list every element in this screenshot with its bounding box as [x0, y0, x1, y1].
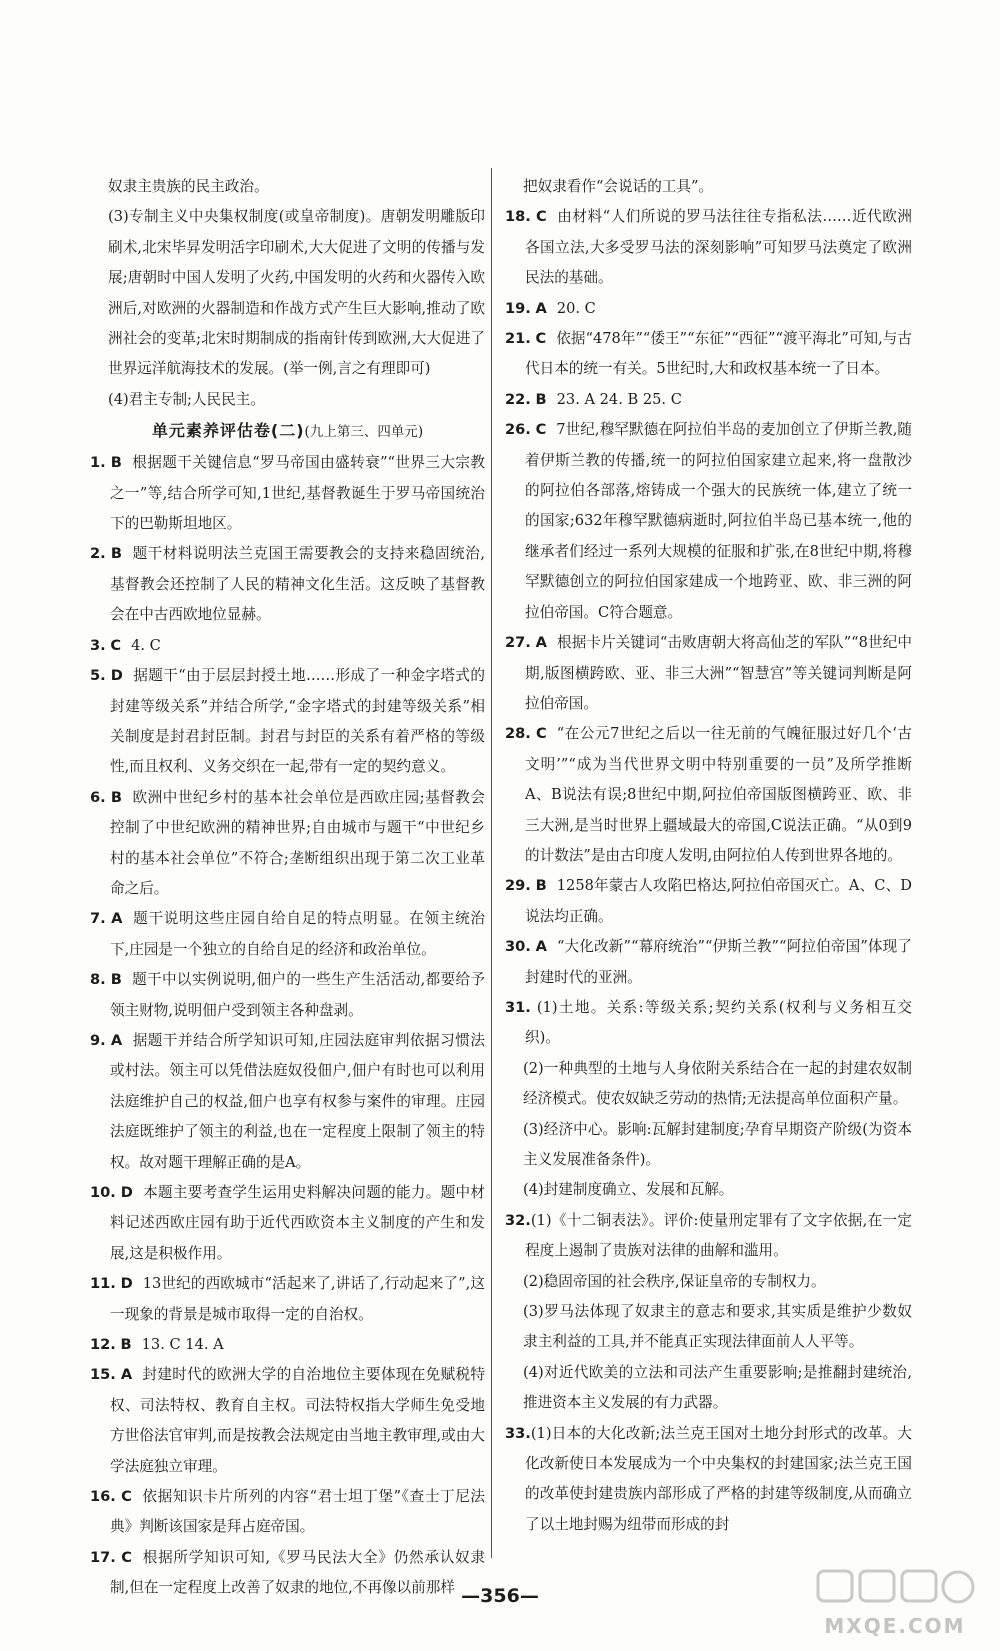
answer-item [90, 539, 485, 630]
item-text: 根据题干关键信息“罗马帝国由盛转衰”“世界三大宗教之一”等,结合所学可知,1世纪,基督教诞生于罗马帝国统治下的巴勒斯坦地区。 [110, 454, 485, 533]
item-answer: A [535, 634, 547, 652]
item-answer: C [536, 208, 547, 226]
item-answer: B [535, 877, 547, 895]
item-text: (1)日本的大化改新;法兰克王国对土地分封形式的改革。大化改新使日本发展成为一个中央集权的封建国家;法兰克王国的改革使封建贵族内部形成了严格的封建等级制度,从而确立了以土地封赐为纽带而形成的封 [525, 1424, 912, 1533]
item-number: 26. [505, 421, 531, 439]
item-text: 据题干并结合所学知识可知,庄园法庭审判依据习惯法或村法。领主可以凭借法庭奴役佃户,佃户有时也可以利用法庭维护自己的权益,佃户也享有权参与案件的审理。庄园法庭既维护了领主的利益,也在一定程度上限制了领主的特权。故对题干理解正确的是A。 [110, 1031, 485, 1171]
answer-part: (2)一种典型的土地与人身依附关系结合在一起的封建农奴制经济模式。使农奴缺乏劳动的热情;无法提高单位面积产量。 [523, 1059, 912, 1108]
item-number: 31. [505, 998, 531, 1016]
answer-item [505, 719, 912, 871]
item-text: (1)土地。关系:等级关系;契约关系(权利与义务相互交织)。 [525, 998, 913, 1047]
item-answer: A [535, 299, 547, 317]
item-answer: B [120, 1336, 132, 1354]
item-text: 依据“478年”“倭王”“东征”“西征”“渡平海北”可知,与古代日本的统一有关。5世纪时,大和政权基本统一了日本。 [525, 330, 913, 378]
item-answer: A [535, 938, 547, 956]
item-text: 7世纪,穆罕默德在阿拉伯半岛的麦加创立了伊斯兰教,随着伊斯兰教的传播,统一的阿拉伯国家建立起来,将一盘散沙的阿拉伯各部落,熔铸成一个强大的民族统一体,建立了统一的国家;632年穆罕默德病逝时,阿拉伯半岛已基本统一,他的继承者们经过一系列大规模的征服和扩张,在8世纪中期,将穆罕默德创立的阿拉伯国家建成一个地跨亚、欧、非三洲的阿拉伯帝国。C符合题意。 [525, 421, 912, 621]
answer-item [90, 904, 485, 965]
item-text: 欧洲中世纪乡村的基本社会单位是西欧庄园;基督教会控制了中世纪欧洲的精神世界;自由城市与题干“中世纪乡村的基本社会单位”不符合;垄断组织出现于第二次工业革命之后。 [110, 788, 486, 897]
answer-item [90, 783, 485, 905]
q31-sub-answers [505, 1054, 912, 1206]
answer-item [505, 324, 912, 385]
item-number: 21. [505, 330, 531, 348]
item-answer: C [121, 1548, 132, 1566]
item-number: 19. [505, 299, 531, 317]
item-text: 根据卡片关键词“击败唐朝大将高仙芝的军队”“8世纪中期,版图横跨欧、亚、非三大洲”“智慧宫”等关键词判断是阿拉伯帝国。 [525, 634, 913, 712]
item-number: 27. [505, 634, 531, 652]
item-text: 据题干“由于层层封授土地……形成了一种金字塔式的封建等级关系”并结合所学,“金字塔式的封建等级关系”相关制度是封君封臣制。封君与封臣的关系有着严格的等级性,而且权利、义务交织在一起,带有一定的契约意义。 [110, 667, 485, 776]
page-number: —356— [461, 1585, 539, 1607]
item-text: 20. C [556, 299, 596, 317]
answer-item [90, 965, 485, 1026]
item-text: 13世纪的西欧城市“活起来了,讲话了,行动起来了”,这一现象的背景是城市取得一定的自治权。 [110, 1275, 485, 1323]
item-number: 28. [505, 725, 531, 743]
item-answer: B [110, 454, 122, 472]
answer-item [505, 932, 912, 993]
item-answer: C [121, 1488, 132, 1506]
item-answer: D [110, 667, 123, 685]
item-text: 依据知识卡片所列的内容“君士坦丁堡”《查士丁尼法典》判断该国家是拜占庭帝国。 [110, 1488, 486, 1536]
answer-item [505, 415, 912, 628]
answer-part: (3)经济中心。影响:瓦解封建制度;孕育早期资产阶级(为资本主义发展准备条件)。 [523, 1120, 912, 1168]
item-number: 12. [90, 1336, 116, 1354]
item-text: 题干说明这些庄园自给自足的特点明显。在领主统治下,庄园是一个独立的自给自足的经济和政治单位。 [110, 910, 485, 958]
item-number: 2. [90, 545, 106, 563]
item-text: 4. C [131, 636, 161, 654]
item-answer: C [535, 330, 547, 348]
item-text: 根据所学知识可知,《罗马民法大全》仍然承认奴隶制,但在一定程度上改善了奴隶的地位,不再像以前那样 [110, 1548, 485, 1597]
item-text: 本题主要考查学生运用史料解决问题的能力。题中材料记述西欧庄园有助于近代西欧资本主义制度的产生和发展,这是积极作用。 [110, 1184, 485, 1262]
left-answer-list [90, 448, 485, 1603]
item-text: “在公元7世纪之后以一往无前的气魄征服过好几个‘古文明’”“成为当代世界文明中特别重要的一员”及所学推断A、B说法有误;8世纪中期,阿拉伯帝国版图横跨亚、欧、非三大洲,是当时世界上疆域最大的帝国,C说法正确。“从0到9的计数法”是由古印度人发明,由阿拉伯人传到世界各地的。 [525, 725, 913, 864]
item-answer: D [120, 1275, 133, 1293]
left-column [90, 172, 485, 1604]
answer-item [90, 631, 485, 661]
item-text: 13. C 14. A [141, 1336, 224, 1354]
answer-item [505, 294, 912, 324]
item-text: 封建时代的欧洲大学的自治地位主要体现在免赋税特权、司法特权、教育自主权。司法特权指大学师生免受地方世俗法官审判,而是按教会法规定由当地主教审理,或由大学法庭独立审理。 [110, 1366, 485, 1475]
right-column [505, 172, 912, 1540]
answer-part: (2)稳固帝国的社会秩序,保证皇帝的专制权力。 [523, 1272, 826, 1290]
section-heading [90, 415, 485, 448]
section-subtitle: (九上第三、四单元) [304, 424, 424, 441]
column-divider [491, 168, 492, 1558]
item-number: 6. [90, 788, 106, 806]
continuation-line: 奴隶主贵族的民主政治。 [108, 178, 269, 195]
item-number: 1. [90, 454, 106, 472]
answer-item [90, 1269, 485, 1330]
answer-part: (4)封建制度确立、发展和瓦解。 [523, 1181, 734, 1199]
right-answer-list [505, 202, 912, 1053]
item-answer: A [120, 1366, 133, 1384]
item-answer: B [535, 390, 547, 408]
answer-item [90, 1482, 485, 1543]
item-number: 3. [90, 636, 106, 654]
item-answer: A [111, 910, 123, 928]
item-number: 8. [90, 971, 106, 989]
item-number: 5. [90, 667, 106, 685]
answer-item [505, 385, 912, 415]
watermark-logo [810, 1565, 980, 1643]
item-number: 15. [90, 1366, 116, 1384]
item-number: 9. [90, 1031, 106, 1049]
answer-part: (4)对近代欧美的立法和司法产生重要影响;是推翻封建统治,推进资本主义发展的有力武器。 [523, 1363, 912, 1412]
answer-item [90, 661, 485, 783]
answer-item [505, 871, 912, 932]
item-answer: C [110, 636, 122, 654]
answer-item-33 [505, 1419, 912, 1541]
item-number: 30. [505, 938, 531, 956]
item-number: 7. [90, 910, 106, 928]
item-number: 17. [90, 1548, 116, 1566]
item-text: (1)《十二铜表法》。评价:使量刑定罪有了文字依据,在一定程度上遏制了贵族对法律的曲解和滥用。 [525, 1211, 912, 1260]
item-answer: B [110, 545, 122, 563]
item-number: 10. [90, 1184, 116, 1201]
answer-item [505, 628, 912, 719]
item-text: 23. A 24. B 25. C [556, 390, 682, 408]
continuation-line: 把奴隶看作“会说话的工具”。 [523, 178, 714, 195]
answer-item [505, 993, 912, 1054]
item-answer: C [536, 725, 547, 743]
item-text: 1258年蒙古人攻陷巴格达,阿拉伯帝国灭亡。A、C、D说法均正确。 [525, 877, 913, 925]
answer-item [90, 448, 485, 539]
item-number: 32. [505, 1211, 531, 1229]
svg-text:MXQE.COM: MXQE.COM [824, 1614, 966, 1638]
section-title: 单元素养评估卷(二) [151, 421, 305, 441]
item-text: 题干中以实例说明,佃户的一些生产生活活动,都要给予领主财物,说明佃户受到领主各种盘剥。 [110, 971, 486, 1019]
item-number: 18. [505, 208, 531, 226]
item-number: 33. [505, 1424, 531, 1442]
answer-item [90, 1026, 485, 1178]
answer-item [90, 1330, 485, 1360]
answer-part-4: (4)君主专制;人民民主。 [108, 390, 265, 408]
item-text: 题干材料说明法兰克国王需要教会的支持来稳固统治,基督教会还控制了人民的精神文化生活。这反映了基督教会在中古西欧地位显赫。 [110, 545, 485, 624]
item-answer: C [535, 421, 547, 439]
item-number: 22. [505, 390, 531, 408]
answer-item [90, 1360, 485, 1482]
item-number: 16. [90, 1488, 116, 1506]
answer-item [90, 1178, 485, 1269]
item-answer: A [110, 1031, 123, 1049]
item-answer: B [110, 971, 122, 989]
item-number: 11. [90, 1275, 116, 1293]
answer-item-32 [505, 1206, 912, 1267]
answer-part: (3)罗马法体现了奴隶主的意志和要求,其实质是维护少数奴隶主利益的工具,并不能真正实现法律面前人人平等。 [523, 1303, 912, 1351]
answer-part-3: (3)专制主义中央集权制度(或皇帝制度)。唐朝发明雕版印刷术,北宋毕昇发明活字印刷术,大大促进了文明的传播与发展;唐朝时中国人发明了火药,中国发明的火药和火器传入欧洲后,对欧洲的火器制造和作战方式产生巨大影响,推动了欧洲社会的变革;北宋时期制成的指南针传到欧洲,大大促进了世界远洋航海技术的发展。(举一例,言之有理即可) [108, 208, 485, 378]
item-text: “大化改新”“幕府统治”“伊斯兰教”“阿拉伯帝国”体现了封建时代的亚洲。 [525, 938, 912, 986]
item-number: 29. [505, 877, 531, 895]
item-text: 由材料“人们所说的罗马法往往专指私法……近代欧洲各国立法,大多受罗马法的深刻影响”可知罗马法奠定了欧洲民法的基础。 [525, 208, 912, 287]
item-answer: B [110, 788, 122, 806]
answer-item [505, 202, 912, 293]
item-answer: D [120, 1184, 133, 1201]
